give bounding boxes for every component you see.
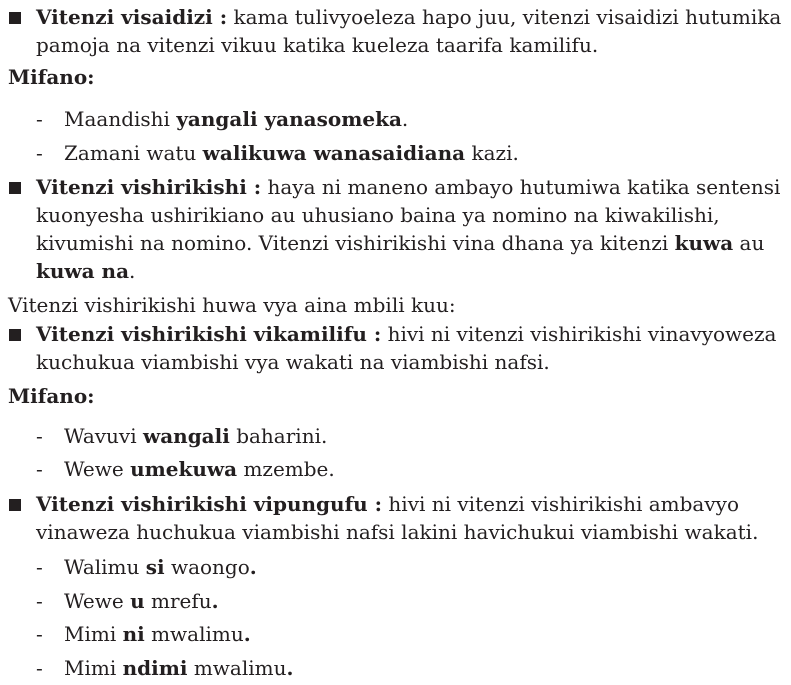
bullet-vishirikishi bbox=[0, 173, 791, 201]
definition: kama tulivyoeleza hapo juu, vitenzi visaidizi hutumika bbox=[227, 5, 782, 29]
dash-icon: - bbox=[36, 107, 43, 131]
example-4 bbox=[0, 455, 791, 483]
example-8 bbox=[0, 654, 791, 682]
bullet-visaidizi-cont bbox=[0, 31, 791, 59]
dash-icon: - bbox=[36, 589, 43, 613]
bullet-text: Vitenzi vishirikishi vikamilifu : hivi ni vitenzi vishirikishi vinavyoweza bbox=[36, 322, 777, 346]
example-7 bbox=[0, 620, 791, 648]
bullet-vikamilifu bbox=[0, 320, 791, 348]
term: Vitenzi vishirikishi vikamilifu : bbox=[36, 322, 382, 346]
square-bullet-icon bbox=[9, 182, 21, 194]
example-text: Mimi ndimi mwalimu. bbox=[64, 656, 294, 680]
term: Vitenzi vishirikishi : bbox=[36, 175, 262, 199]
square-bullet-icon bbox=[9, 12, 21, 24]
heading-text: Mifano: bbox=[8, 65, 95, 89]
bullet-vipungufu bbox=[0, 490, 791, 518]
term: Vitenzi visaidizi : bbox=[36, 5, 228, 29]
example-text: Wavuvi wangali baharini. bbox=[64, 424, 328, 448]
square-bullet-icon bbox=[9, 499, 21, 511]
dash-icon: - bbox=[36, 656, 43, 680]
bullet-vikamilifu-cont: kuchukua viambishi vya wakati na viambishi nafsi. bbox=[36, 350, 550, 374]
dash-icon: - bbox=[36, 457, 43, 481]
example-text: Wewe u mrefu. bbox=[64, 589, 219, 613]
example-text: Mimi ni mwalimu. bbox=[64, 622, 251, 646]
example-text: Walimu si waongo. bbox=[64, 555, 257, 579]
paragraph-text: Vitenzi vishirikishi huwa vya aina mbili kuu: bbox=[8, 293, 456, 317]
square-bullet-icon bbox=[9, 329, 21, 341]
example-5 bbox=[0, 553, 791, 581]
examples-heading-2 bbox=[0, 382, 791, 410]
bullet-vipungufu-cont: vinaweza huchukua viambishi nafsi lakini havichukui viambishi wakati. bbox=[36, 520, 759, 544]
bullet-text: Vitenzi vishirikishi vipungufu : hivi ni vitenzi vishirikishi ambavyo bbox=[36, 492, 739, 516]
bullet-vishirikishi-cont-3: kuwa na. bbox=[36, 259, 136, 283]
dash-icon: - bbox=[36, 141, 43, 165]
bullet-text bbox=[36, 3, 781, 31]
paragraph-types bbox=[0, 291, 791, 319]
example-6 bbox=[0, 587, 791, 615]
bullet-visaidizi bbox=[0, 3, 791, 31]
example-text: Zamani watu walikuwa wanasaidiana kazi. bbox=[64, 141, 519, 165]
term: Vitenzi vishirikishi vipungufu : bbox=[36, 492, 383, 516]
example-3 bbox=[0, 422, 791, 450]
dash-icon: - bbox=[36, 424, 43, 448]
bullet-text: Vitenzi vishirikishi : haya ni maneno ambayo hutumiwa katika sentensi bbox=[36, 175, 781, 199]
bullet-vishirikishi-cont-1: kuonyesha ushirikiano au uhusiano baina ya nomino na kiwakilishi, bbox=[36, 203, 720, 227]
dash-icon: - bbox=[36, 622, 43, 646]
heading-text: Mifano: bbox=[8, 384, 95, 408]
bullet-vishirikishi-cont-2: kivumishi na nomino. Vitenzi vishirikishi vina dhana ya kitenzi kuwa au bbox=[36, 231, 765, 255]
examples-heading-1 bbox=[0, 63, 791, 91]
example-2 bbox=[0, 139, 791, 167]
definition-cont: pamoja na vitenzi vikuu katika kueleza taarifa kamilifu. bbox=[36, 33, 599, 57]
example-text: Maandishi yangali yanasomeka. bbox=[64, 107, 409, 131]
dash-icon: - bbox=[36, 555, 43, 579]
example-text: Wewe umekuwa mzembe. bbox=[64, 457, 335, 481]
example-1 bbox=[0, 105, 791, 133]
